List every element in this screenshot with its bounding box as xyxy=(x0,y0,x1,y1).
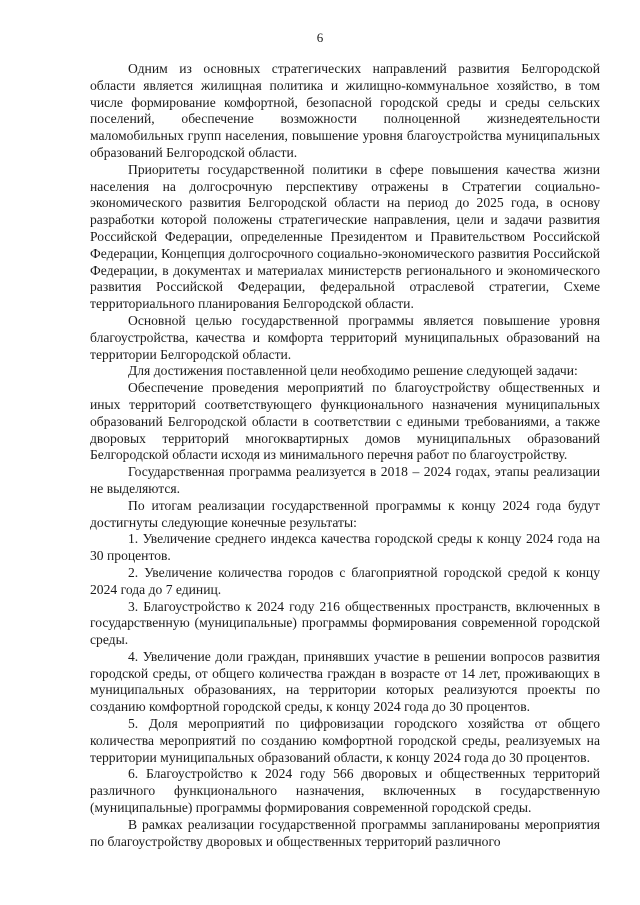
paragraph: Государственная программа реализуется в 2018 – 2024 годах, этапы реализации не выделяются. xyxy=(90,464,600,496)
paragraph: Приоритеты государственной политики в сфере повышения качества жизни населения на долгосрочную перспективу отражены в Стратегии социально-экономического развития Белгородской области на период до 2025 года, в основу разработки которой положены стратегические направления, цели и задачи развития Российской Федерации, определенные Президентом и Правительством Российской Федерации, Концепция долгосрочного социально-экономического развития Российской Федерации, в документах и материалах министерств регионального и экономического развития Российской Федерации, федеральной отраслевой стратегии, Схеме территориального планирования Белгородской области. xyxy=(90,161,600,312)
result-item-6: 6. Благоустройство к 2024 году 566 дворовых и общественных территорий различного функционального назначения, включенных в государственную (муниципальные) программы формирования современной городской среды. xyxy=(90,766,600,816)
result-item-4: 4. Увеличение доли граждан, принявших участие в решении вопросов развития городской среды, от общего количества граждан в возрасте от 14 лет, проживающих в муниципальных образованиях, на территории которых реализуются проекты по созданию комфортной городской среды, к концу 2024 года до 30 процентов. xyxy=(90,648,600,715)
result-item-1: 1. Увеличение среднего индекса качества городской среды к концу 2024 года на 30 процентов. xyxy=(90,531,600,564)
result-item-3: 3. Благоустройство к 2024 году 216 общественных пространств, включенных в государственную (муниципальные) программы формирования современной городской среды. xyxy=(90,598,600,648)
page-number: 6 xyxy=(316,30,324,45)
paragraph: Для достижения поставленной цели необходимо решение следующей задачи: xyxy=(128,363,578,379)
result-item-2: 2. Увеличение количества городов с благоприятной городской средой к концу 2024 года до 7 единиц. xyxy=(90,564,600,597)
document-body xyxy=(90,61,600,850)
paragraph: По итогам реализации государственной программы к концу 2024 года будут достигнуты следующие конечные результаты: xyxy=(90,497,600,530)
paragraph: Одним из основных стратегических направлений развития Белгородской области является жилищная политика и жилищно-коммунальное хозяйство, в том числе формирование комфортной, безопасной городской среды и среды сельских поселений, обеспечение возможности полноценной жизнедеятельности маломобильных групп населения, повышение уровня благоустройства муниципальных образований Белгородской области. xyxy=(90,61,600,160)
paragraph: В рамках реализации государственной программы запланированы мероприятия по благоустройству дворовых и общественных территорий различного xyxy=(90,816,600,849)
paragraph: Основной целью государственной программы является повышение уровня благоустройства, качества и комфорта территорий муниципальных образований на территории Белгородской области. xyxy=(90,312,600,362)
paragraph: Обеспечение проведения мероприятий по благоустройству общественных и иных территорий соответствующего функционального назначения муниципальных образований Белгородской области в соответствии с едиными требованиями, а также дворовых территорий многоквартирных домов муниципальных образований Белгородской области исходя из минимального перечня работ по благоустройству. xyxy=(90,380,600,463)
result-item-5: 5. Доля мероприятий по цифровизации городского хозяйства от общего количества мероприятий по созданию комфортной городской среды, реализуемых на территории муниципальных образований области, к концу 2024 года до 30 процентов. xyxy=(90,716,600,765)
